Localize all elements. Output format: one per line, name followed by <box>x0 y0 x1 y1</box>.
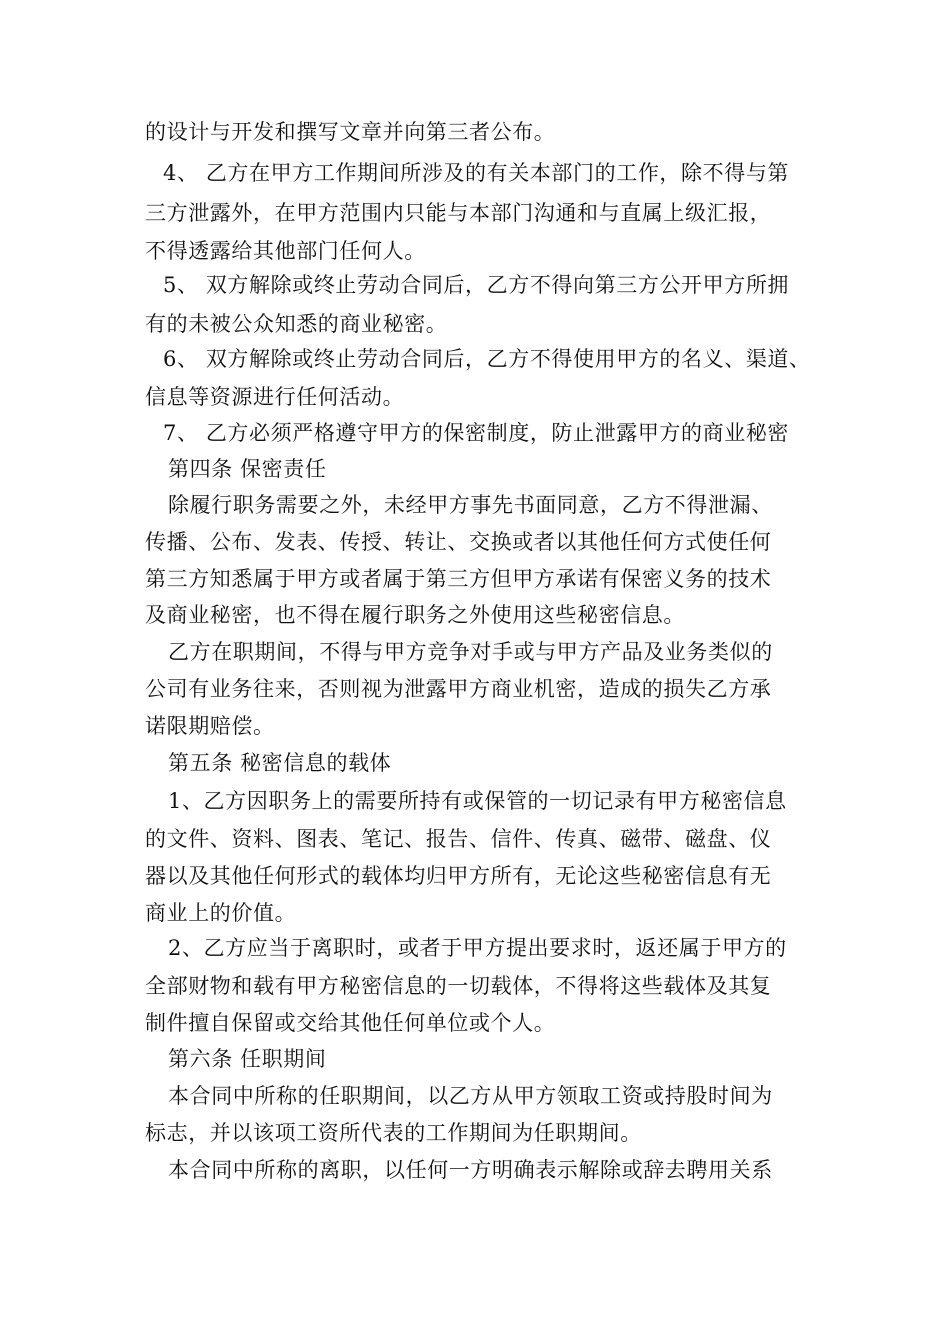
paragraph-line: 本合同中所称的离职，以任何一方明确表示解除或辞去聘用关系 <box>168 1158 773 1182</box>
paragraph-line: 第三方知悉属于甲方或者属于第三方但甲方承诺有保密义务的技术 <box>145 567 772 591</box>
paragraph-line: 本合同中所称的任职期间，以乙方从甲方领取工资或持股时间为 <box>168 1084 773 1108</box>
paragraph-line: 不得透露给其他部门任何人。 <box>145 239 426 263</box>
paragraph-line: 公司有业务往来，否则视为泄露甲方商业机密，造成的损失乙方承 <box>145 677 772 701</box>
paragraph-line: 信息等资源进行任何活动。 <box>145 385 405 409</box>
paragraph-line: 商业上的价值。 <box>145 901 297 925</box>
section-heading-article-5: 第五条 秘密信息的载体 <box>168 751 392 775</box>
paragraph-line: 乙方在职期间，不得与甲方竞争对手或与甲方产品及业务类似的 <box>168 640 773 664</box>
paragraph-line: 及商业秘密，也不得在履行职务之外使用这些秘密信息。 <box>145 603 685 627</box>
clause-7-line: 7、 乙方必须严格遵守甲方的保密制度，防止泄露甲方的商业秘密 <box>163 421 790 445</box>
clause-5-line: 5、 双方解除或终止劳动合同后，乙方不得向第三方公开甲方所拥 <box>163 273 790 297</box>
clause-6-line: 6、 双方解除或终止劳动合同后，乙方不得使用甲方的名义、渠道、 <box>163 347 811 371</box>
paragraph-line: 的文件、资料、图表、笔记、报告、信件、传真、磁带、磁盘、仪 <box>145 827 772 851</box>
paragraph-line: 标志，并以该项工资所代表的工作期间为任职期间。 <box>145 1121 642 1145</box>
paragraph-line: 有的未被公众知悉的商业秘密。 <box>145 312 448 336</box>
section-heading-article-6: 第六条 任职期间 <box>168 1047 327 1071</box>
paragraph-line: 传播、公布、发表、传授、转让、交换或者以其他任何方式使任何 <box>145 530 772 554</box>
paragraph-line: 全部财物和载有甲方秘密信息的一切载体，不得将这些载体及其复 <box>145 974 772 998</box>
paragraph-line: 诺限期赔偿。 <box>145 714 275 738</box>
clause-1-line: 1、乙方因职务上的需要所持有或保管的一切记录有甲方秘密信息 <box>168 789 787 813</box>
clause-4-line: 4、 乙方在甲方工作期间所涉及的有关本部门的工作，除不得与第 <box>163 161 790 185</box>
paragraph-line: 器以及其他任何形式的载体均归甲方所有，无论这些秘密信息有无 <box>145 864 772 888</box>
paragraph-line: 三方泄露外，在甲方范围内只能与本部门沟通和与直属上级汇报， <box>145 201 772 225</box>
paragraph-line: 的设计与开发和撰写文章并向第三者公布。 <box>145 120 556 144</box>
paragraph-line: 除履行职务需要之外，未经甲方事先书面同意，乙方不得泄漏、 <box>168 493 773 517</box>
clause-2-line: 2、乙方应当于离职时，或者于甲方提出要求时，返还属于甲方的 <box>168 936 787 960</box>
paragraph-line: 制件擅自保留或交给其他任何单位或个人。 <box>145 1011 556 1035</box>
section-heading-article-4: 第四条 保密责任 <box>168 457 327 481</box>
